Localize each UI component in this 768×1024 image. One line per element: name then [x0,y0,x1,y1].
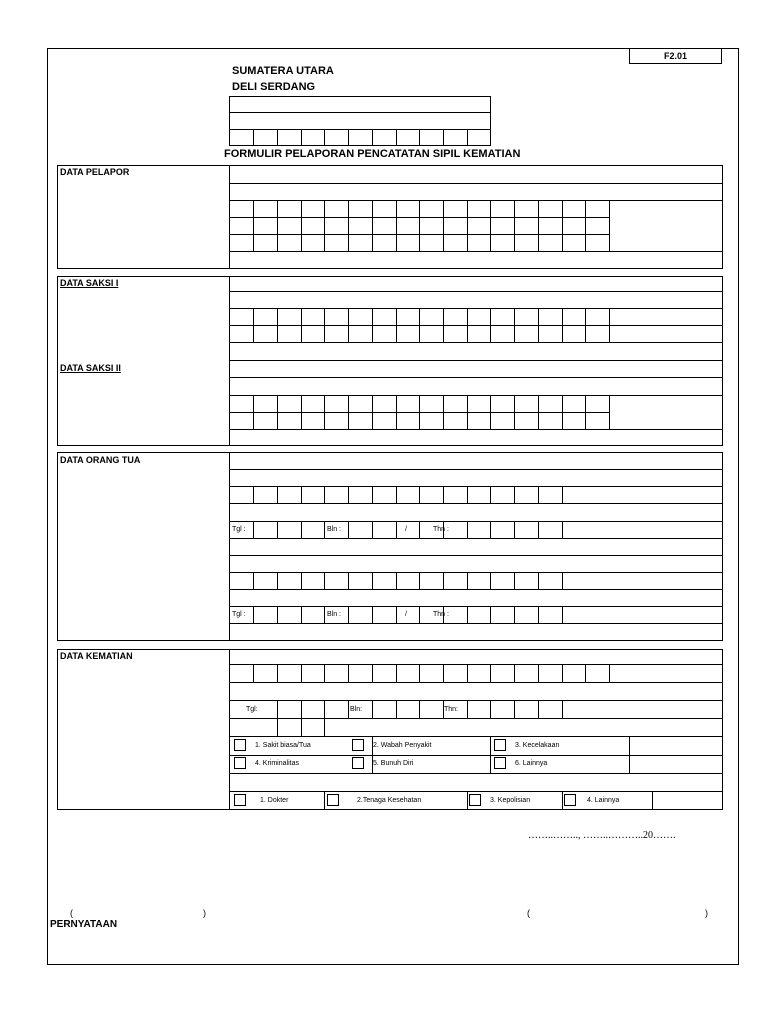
grid-line [467,700,468,718]
grid-line [609,200,610,251]
grid-line [490,521,491,538]
grid-line [467,521,468,538]
cause-checkbox-6[interactable] [494,757,506,769]
signature-open-right: ( [527,908,530,918]
grid-line [538,521,539,538]
grid-line [253,664,254,682]
grid-line [253,200,254,251]
witness-checkbox-3[interactable] [469,794,481,806]
grid-line [585,664,586,682]
grid-line [324,521,325,538]
grid-line [538,700,539,718]
grid-line [443,200,444,251]
grid-line [467,572,468,589]
cause-option-6: 6. Lainnya [515,760,548,767]
grid-line [467,129,468,146]
grid-line [443,129,444,146]
grid-line [443,308,444,342]
grid-line [419,521,420,538]
grid-line [562,606,563,623]
grid-line [490,664,491,682]
grid-line [253,395,254,429]
grid-line [467,395,468,429]
grid-line [277,664,278,682]
grid-line [443,486,444,503]
grid-line [467,486,468,503]
grid-line [372,308,373,342]
grid-line [585,200,586,251]
grid-line [538,664,539,682]
grid-line [467,200,468,251]
grid-line [277,308,278,342]
grid-line [277,700,278,718]
grid-line [348,308,349,342]
grid-line [443,572,444,589]
grid-line [419,486,420,503]
grid-line [372,606,373,623]
grid-line [324,572,325,589]
grid-line [301,572,302,589]
place-date-line: ……..…….., ……..………..20……. [528,830,676,841]
grid-line [562,308,563,342]
signature-close-right: ) [705,908,708,918]
witness-option-4: 4. Lainnya [587,797,620,804]
signature-open-left: ( [70,908,73,918]
parent2-bln-label: Bln : [327,611,342,618]
grid-line [419,664,420,682]
grid-line [301,521,302,538]
grid-line [372,521,373,538]
statement-label: PERNYATAAN [50,919,118,930]
grid-line [562,572,563,589]
section-saksi [57,276,723,446]
form-code-box [629,48,722,64]
grid-line [324,200,325,251]
grid-line [277,606,278,623]
grid-line [253,129,254,146]
grid-line [301,395,302,429]
witness-option-2: 2.Tenaga Kesehatan [357,797,422,804]
grid-line [562,791,563,810]
cause-checkbox-3[interactable] [494,739,506,751]
grid-line [652,791,653,810]
witness-checkbox-2[interactable] [327,794,339,806]
grid-line [277,521,278,538]
grid-line [372,572,373,589]
grid-line [396,129,397,146]
cause-checkbox-5[interactable] [352,757,364,769]
grid-line [419,129,420,146]
grid-line [396,700,397,718]
grid-line [419,700,420,718]
cause-checkbox-1[interactable] [234,739,246,751]
grid-line [419,200,420,251]
section-title-pelapor: DATA PELAPOR [60,167,130,177]
witness-option-3: 3. Kepolisian [490,797,531,804]
grid-line [443,395,444,429]
grid-line [253,606,254,623]
witness-checkbox-4[interactable] [564,794,576,806]
grid-line [585,308,586,342]
witness-option-1: 1. Dokter [260,797,289,804]
form-code: F2.01 [663,51,687,61]
grid-line [514,521,515,538]
grid-line [301,486,302,503]
death-bln-label: Bln: [350,706,363,713]
grid-line [490,606,491,623]
grid-line [324,791,325,810]
grid-line [419,308,420,342]
grid-line [562,521,563,538]
grid-line [324,395,325,429]
grid-line [348,700,349,718]
grid-line [562,486,563,503]
grid-line [277,129,278,146]
parent1-bln-label: Bln : [327,526,342,533]
regency-name: DELI SERDANG [232,81,316,93]
form-title: FORMULIR PELAPORAN PENCATATAN SIPIL KEMATIAN [224,148,521,160]
grid-line [396,572,397,589]
cause-option-5: 5. Bunuh Diri [373,760,414,767]
grid-line [301,700,302,718]
death-thn-label: Thn: [444,706,459,713]
signature-close-left: ) [203,908,206,918]
section-orangtua [57,452,723,641]
section-title-saksi1: DATA SAKSI I [60,278,119,288]
grid-line [253,572,254,589]
grid-line [301,129,302,146]
grid-line [396,486,397,503]
grid-line [467,791,468,810]
cause-checkbox-4[interactable] [234,757,246,769]
grid-line [562,700,563,718]
grid-line [514,606,515,623]
grid-line [396,308,397,342]
grid-line [490,395,491,429]
grid-line [443,664,444,682]
grid-line [324,700,325,718]
grid-line [562,200,563,251]
parent1-slash: / [405,526,407,533]
grid-line [253,486,254,503]
grid-line [419,395,420,429]
cause-option-3: 3. Kecelakaan [515,742,560,749]
grid-line [372,395,373,429]
grid-line [277,395,278,429]
grid-line [372,664,373,682]
grid-line [514,308,515,342]
grid-line [490,572,491,589]
grid-line [348,606,349,623]
grid-line [396,395,397,429]
grid-line [419,606,420,623]
grid-line [277,200,278,251]
grid-line [514,200,515,251]
grid-line [514,664,515,682]
grid-line [538,606,539,623]
grid-line [538,395,539,429]
grid-line [490,736,491,773]
grid-line [324,486,325,503]
grid-line [538,308,539,342]
grid-line [514,486,515,503]
grid-line [538,486,539,503]
grid-line [301,664,302,682]
grid-line [490,308,491,342]
cause-option-4: 4. Kriminalitas [255,760,299,767]
grid-line [372,129,373,146]
grid-line [467,664,468,682]
cause-option-2: 2. Wabah Penyakit [373,742,432,749]
grid-line [585,395,586,429]
section-title-saksi2: DATA SAKSI II [60,363,121,373]
grid-line [277,572,278,589]
parent1-thn-label: Thn : [433,526,449,533]
grid-line [372,200,373,251]
grid-line [514,395,515,429]
grid-line [372,486,373,503]
section-kematian [57,649,723,810]
grid-line [301,308,302,342]
cause-checkbox-2[interactable] [352,739,364,751]
grid-line [301,606,302,623]
grid-line [348,572,349,589]
witness-checkbox-1[interactable] [234,794,246,806]
grid-line [348,200,349,251]
grid-line [324,129,325,146]
grid-line [324,308,325,342]
grid-line [562,395,563,429]
grid-line [348,486,349,503]
grid-line [348,664,349,682]
grid-line [324,718,325,736]
cause-option-1: 1. Sakit biasa/Tua [255,742,311,749]
parent2-tgl-label: Tgl : [232,611,246,618]
grid-line [467,308,468,342]
section-title-orangtua: DATA ORANG TUA [60,455,141,465]
grid-line [490,700,491,718]
grid-line [301,200,302,251]
grid-line [348,129,349,146]
grid-line [253,308,254,342]
grid-line [372,700,373,718]
grid-line [348,521,349,538]
grid-line [301,718,302,736]
grid-line [629,736,630,773]
grid-line [514,572,515,589]
death-tgl-label: Tgl: [246,706,258,713]
parent1-tgl-label: Tgl : [232,526,246,533]
grid-line [609,308,610,342]
grid-line [277,718,278,736]
grid-line [396,521,397,538]
grid-line [609,664,610,682]
grid-line [609,395,610,429]
grid-line [419,572,420,589]
grid-line [348,395,349,429]
section-title-kematian: DATA KEMATIAN [60,651,133,661]
grid-line [490,486,491,503]
grid-line [490,200,491,251]
grid-line [396,664,397,682]
grid-line [396,200,397,251]
grid-line [253,521,254,538]
grid-line [538,200,539,251]
grid-line [277,486,278,503]
grid-line [467,606,468,623]
grid-line [396,606,397,623]
parent2-slash: / [405,611,407,618]
grid-line [538,572,539,589]
grid-line [324,606,325,623]
grid-line [514,700,515,718]
province-name: SUMATERA UTARA [232,65,334,77]
parent2-thn-label: Thn : [433,611,449,618]
grid-line [324,664,325,682]
grid-line [562,664,563,682]
